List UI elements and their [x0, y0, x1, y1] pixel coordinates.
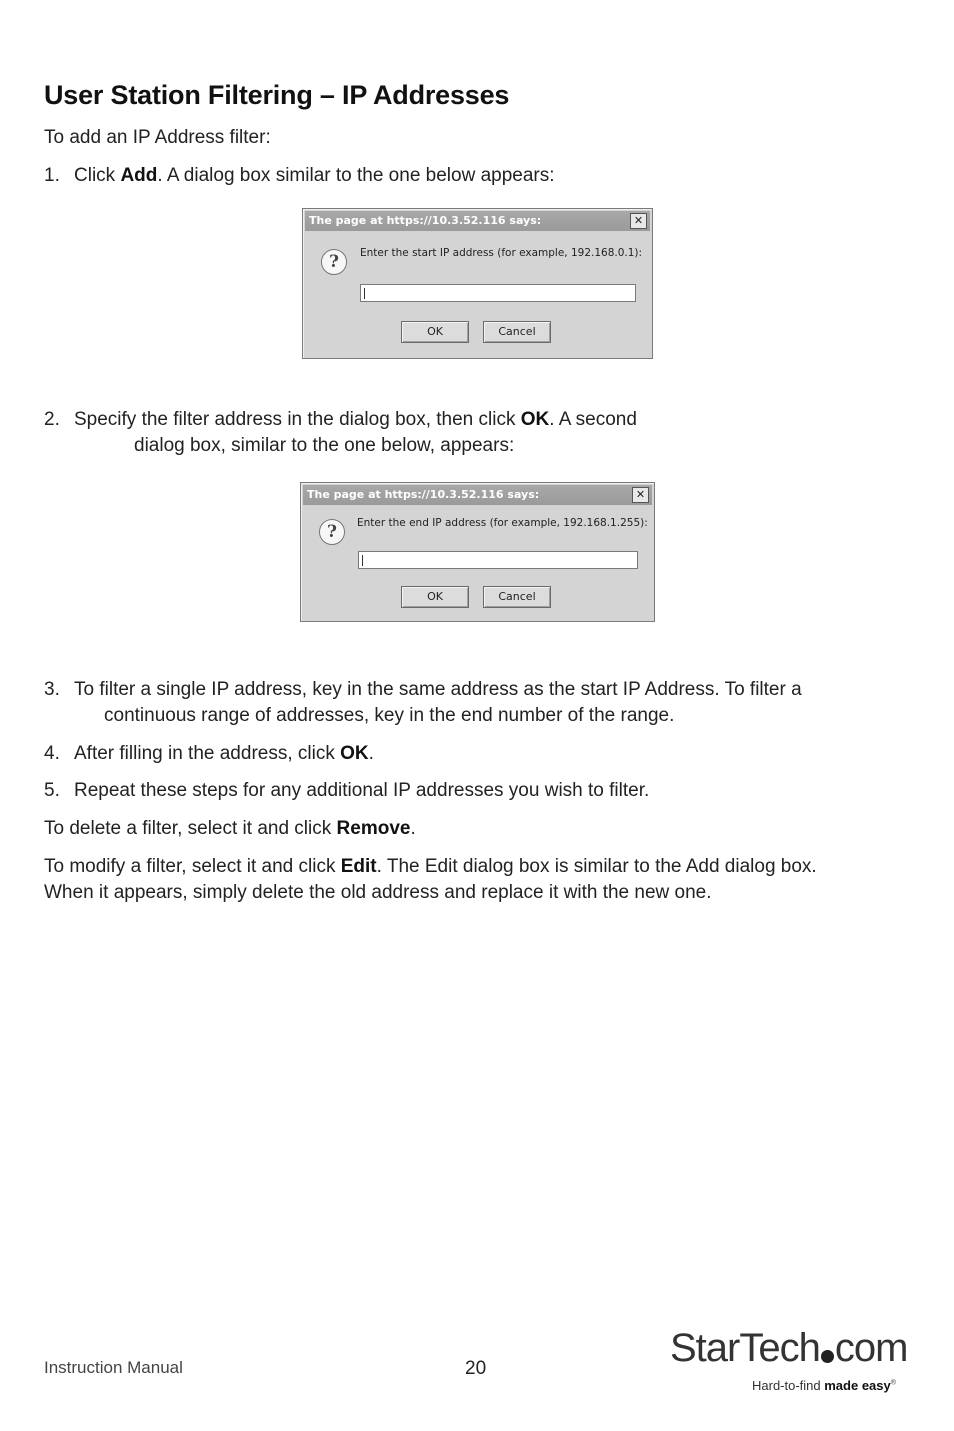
dialog-title: The page at https://10.3.52.116 says: — [309, 214, 542, 227]
page-heading: User Station Filtering – IP Addresses — [44, 80, 510, 110]
dialog-message: Enter the start IP address (for example, 192.168.0.1): — [360, 247, 643, 259]
step-number: 1. — [44, 165, 60, 186]
registered-mark: ® — [890, 1379, 896, 1387]
logo-text-right: com — [834, 1326, 908, 1370]
step-number: 4. — [44, 743, 60, 764]
start-ip-dialog — [302, 208, 653, 359]
logo-tagline — [752, 1378, 896, 1393]
step-text: Specify the filter address in the dialog box, then click — [74, 409, 521, 430]
para-text: . The Edit dialog box is similar to the Add dialog box. — [376, 856, 817, 877]
step-4 — [44, 741, 894, 767]
step-number: 5. — [44, 780, 60, 801]
close-icon[interactable]: ✕ — [630, 213, 647, 229]
para-text: . — [410, 818, 416, 839]
step-5 — [44, 778, 894, 804]
modify-instructions — [44, 854, 894, 906]
para-text: To delete a filter, select it and click — [44, 818, 337, 839]
para-text: When it appears, simply delete the old address and replace it with the new one. — [44, 882, 712, 903]
step-bold: Add — [120, 165, 158, 186]
step-1 — [44, 163, 894, 189]
step-text: . A second — [549, 409, 637, 430]
step-3 — [44, 677, 894, 729]
dialog-title-bar — [305, 211, 650, 231]
step-continuation: continuous range of addresses, key in the end number of the range. — [104, 705, 675, 726]
dialog-message: Enter the end IP address (for example, 192.168.1.255): — [357, 517, 648, 529]
end-ip-input[interactable] — [358, 551, 638, 569]
step-text: After filling in the address, click — [74, 743, 341, 764]
para-bold: Remove — [336, 818, 411, 839]
ok-button[interactable]: OK — [401, 321, 469, 343]
intro-text: To add an IP Address filter: — [44, 127, 271, 148]
para-bold: Edit — [340, 856, 377, 877]
step-2 — [44, 407, 894, 459]
step-text: Click — [74, 165, 121, 186]
step-number: 3. — [44, 679, 60, 700]
logo-dot — [821, 1350, 834, 1363]
step-text: . A dialog box similar to the one below appears: — [157, 165, 555, 186]
step-text: . — [368, 743, 374, 764]
question-icon: ? — [319, 519, 345, 545]
step-continuation: dialog box, similar to the one below, appears: — [134, 435, 515, 456]
dialog-title-bar — [303, 485, 652, 505]
startech-logo — [670, 1326, 907, 1371]
delete-instructions — [44, 816, 894, 842]
dialog-title: The page at https://10.3.52.116 says: — [307, 488, 540, 501]
footer-manual-label: Instruction Manual — [44, 1358, 183, 1377]
start-ip-input[interactable] — [360, 284, 636, 302]
ok-button[interactable]: OK — [401, 586, 469, 608]
logo-text-left: StarTech — [670, 1326, 820, 1370]
end-ip-dialog — [300, 482, 655, 622]
close-icon[interactable]: ✕ — [632, 487, 649, 503]
step-text: To filter a single IP address, key in the same address as the start IP Address. To filter a — [74, 679, 802, 700]
step-number: 2. — [44, 409, 60, 430]
step-bold: OK — [340, 743, 369, 764]
tagline-text: Hard-to-find — [752, 1378, 825, 1393]
para-text: To modify a filter, select it and click — [44, 856, 341, 877]
cancel-button[interactable]: Cancel — [483, 586, 551, 608]
question-icon: ? — [321, 249, 347, 275]
step-bold: OK — [520, 409, 550, 430]
page-number: 20 — [465, 1358, 487, 1379]
tagline-bold: made easy — [824, 1378, 891, 1393]
step-text: Repeat these steps for any additional IP addresses you wish to filter. — [74, 780, 650, 801]
cancel-button[interactable]: Cancel — [483, 321, 551, 343]
